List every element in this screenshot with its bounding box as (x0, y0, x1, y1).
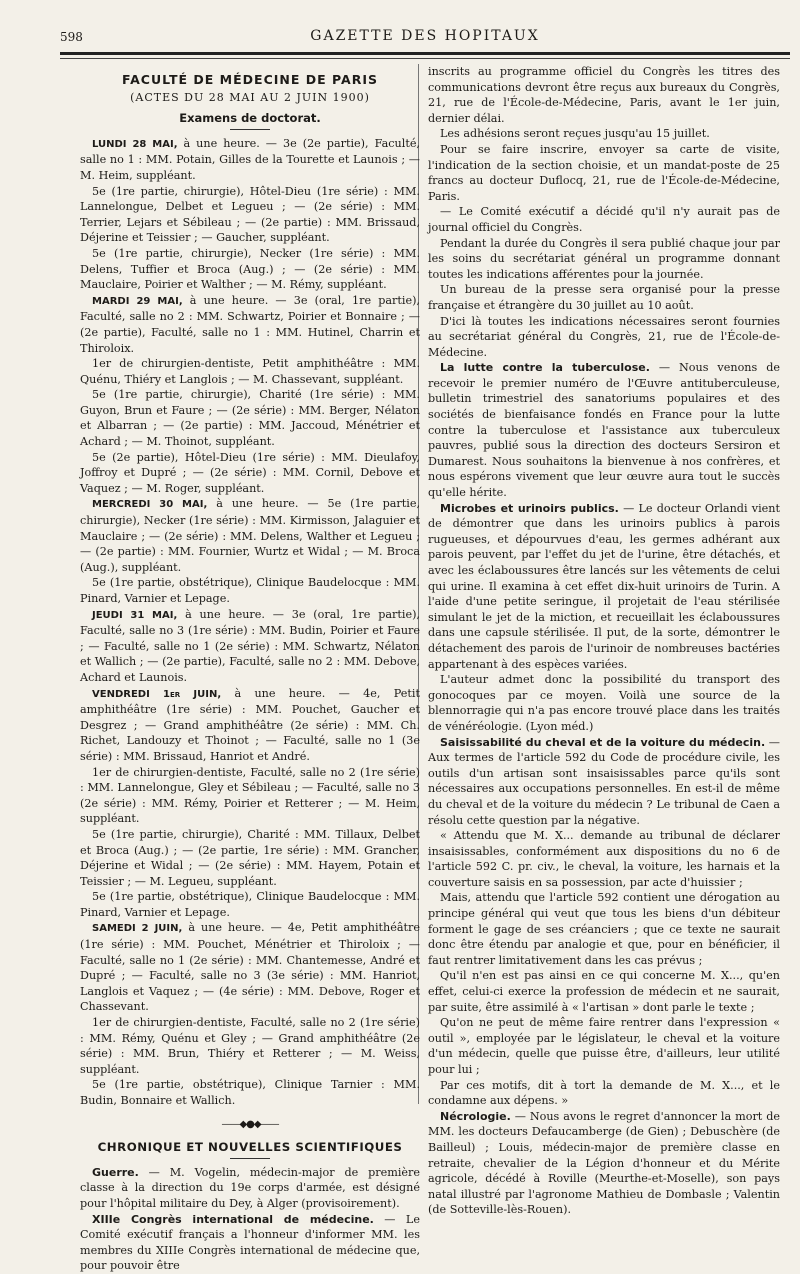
paragraph (428, 828, 780, 890)
paragraph (80, 450, 420, 497)
paragraph-text: Qu'il n'en est pas ainsi en ce qui concerne M. X..., qu'en effet, celui-ci exerce la profession de médecin et ne saurait, par suite, être assimilé à « l'artisan » dont parle le texte ; (428, 969, 780, 1014)
paragraph (80, 686, 420, 765)
paragraph-text: — Nous venons de recevoir le premier numéro de l'Œuvre antituberculeuse, bulletin trimestriel des sanatoriums populaires et des sociétés de bienfaisance fondés en France pour la lutte contre la tuberculose et l'assistance aux tuberculeux pauvres, publié sous la direction des docteurs Sersiron et Dumarest. Nous souhaitons la bienvenue à nos confrères, et nous espérons vivement que leur œuvre aura tout le succès qu'elle hérite. (428, 361, 780, 500)
paragraph-lead: JEUDI 31 MAI, (92, 609, 178, 621)
paragraph (80, 1077, 420, 1108)
paragraph-text: à une heure. — 3e (oral, 1re partie), Faculté, salle no 3 (1re série) : MM. Budin, Poirier et Faure ; — Faculté, salle no 1 (2e série) : MM. Schwartz, Nélaton et Wallich ; — (2e partie), Faculté, salle no 2 : MM. Debove, Achard et Launois. (80, 607, 420, 684)
paragraph-text: Qu'on ne peut de même faire rentrer dans l'expression « outil », employée par le législateur, le cheval et la voiture d'un médecin, quelle que puisse être, d'ailleurs, leur utilité pour lui ; (428, 1016, 780, 1076)
paragraph-text: à une heure. — 3e (2e partie), Faculté, salle no 1 : MM. Potain, Gilles de la Tourette et Launois ; — M. Heim, suppléant. (80, 136, 420, 182)
paragraph (428, 142, 780, 204)
paragraph-text: Par ces motifs, dit à tort la demande de M. X..., et le condamne aux dépens. » (428, 1078, 780, 1108)
paragraph (80, 827, 420, 889)
paragraph (80, 293, 420, 356)
journal-title: GAZETTE DES HOPITAUX (310, 28, 540, 44)
paragraph (428, 672, 780, 734)
paragraph-text: — Nous avons le regret d'annoncer la mort de MM. les docteurs Defaucamberge (de Gien) ; Debuschère (de Bailleul) ; Louis, médecin-major de première classe en retraite, chevalier de la Légion d'honneur et du Mérite agricole, décédé à Roville (Meurthe-et-Moselle), son pays natal illustré par l'agronome Mathieu de Dombasle ; Valentin (de Sotteville-lès-Rouen). (428, 1109, 780, 1217)
paragraph-text: inscrits au programme officiel du Congrès les titres des communications devront être reçus aux bureaux du Congrès, 21, rue de l'École-de-Médecine, Paris, avant le 1er juin, dernier délai. (428, 65, 780, 125)
paragraph (428, 314, 780, 361)
paragraph (428, 501, 780, 673)
paragraph-text: 1er de chirurgien-dentiste, Petit amphithéâtre : MM. Quénu, Thiéry et Langlois ; — M. Chassevant, suppléant. (80, 357, 420, 386)
paragraph (428, 1015, 780, 1077)
short-rule-2 (230, 1158, 270, 1159)
paragraph (428, 1078, 780, 1109)
paragraph-text: L'auteur admet donc la possibilité du transport des gonocoques par ce moyen. Voilà une source de la blennorragie qui n'a pas encore trouvé place dans les traités de vénéréologie. (Lyon méd.) (428, 673, 780, 733)
paragraph-text: à une heure. — 5e (1re partie, chirurgie), Necker (1re série) : MM. Kirmisson, Jalaguier et Mauclaire ; — (2e série) : MM. Delens, Walther et Legueu ; — (2e partie) : MM. Fournier, Wurtz et Widal ; — M. Broca (Aug.), suppléant. (80, 497, 420, 574)
paragraph-lead: La lutte contre la tuberculose. (440, 361, 650, 375)
paragraph (428, 204, 780, 235)
faculte-body (80, 136, 420, 1109)
paragraph-text: à une heure. — 3e (oral, 1re partie), Faculté, salle no 2 : MM. Schwartz, Poirier et Bonnaire ; — (2e partie), Faculté, salle no 1 : MM. Hutinel, Charrin et Thiroloix. (80, 293, 420, 355)
ornament-divider: ——◆●◆—— (221, 1118, 279, 1130)
chronique-left-body (80, 1165, 420, 1274)
header-rule-thin (60, 58, 790, 59)
exams-title: Examens de doctorat. (179, 111, 321, 126)
paragraph-lead: SAMEDI 2 JUIN, (92, 923, 183, 935)
paragraph-lead: VENDREDI 1er JUIN, (92, 688, 222, 700)
paragraph-text: — Le docteur Orlandi vient de démontrer que dans les urinoirs publics à parois rugueuses, et dépourvues d'eau, les germes adhérant aux parois peuvent, par l'effet du jet de l'urine, être détachés, et avec les éclaboussures être lancés sur les vêtements de celui qui urine. Il examina à cet effet dix-huit urinoirs de Turin. A l'aide d'une petite seringue, il projetait de l'eau stérilisée simulant le jet de la miction, et recueillait les éclaboussures dans une capsule stérilisée. Il put, de la sorte, démontrer le détachement des parois de l'urinoir de nombreuses bactéries appartenant à des espèces variées. (428, 501, 780, 671)
paragraph-text: 5e (1re partie, obstétrique), Clinique Baudelocque : MM. Pinard, Varnier et Lepage. (80, 576, 420, 605)
paragraph-text: 5e (1re partie, obstétrique), Clinique Tarnier : MM. Budin, Bonnaire et Wallich. (80, 1078, 420, 1107)
paragraph-text: à une heure. — 4e, Petit amphithéâtre (1re série) : MM. Pouchet, Ménétrier et Thiroloix ; — Faculté, salle no 1 (2e série) : MM. Chantemesse, André et Dupré ; — Faculté, salle no 3 (3e série) : MM. Hanriot, Langlois et Vaquez ; — (4e série) : MM. Debove, Roger et Chassevant. (80, 921, 420, 1014)
paragraph (428, 236, 780, 283)
paragraph (428, 64, 780, 126)
paragraph (80, 765, 420, 827)
paragraph-text: 5e (1re partie, chirurgie), Charité (1re série) : MM. Guyon, Brun et Faure ; — (2e série) : MM. Berger, Nélaton et Albarran ; — (2e partie) : MM. Jaccoud, Ménétrier et Achard ; — M. Thoinot, suppléant. (80, 388, 420, 449)
paragraph (80, 1015, 420, 1077)
paragraph-lead: MARDI 29 MAI, (92, 295, 183, 307)
paragraph (428, 968, 780, 1015)
paragraph-text: D'ici là toutes les indications nécessaires seront fournies au secrétariat général du Congrès, 21, rue de l'École-de-Médecine. (428, 314, 780, 359)
paragraph-text: — Aux termes de l'article 592 du Code de procédure civile, les outils d'un artisan sont insaisissables parce qu'ils sont nécessaires aux occupations personnelles. En est-il de même du cheval et de la voiture du médecin ? Le tribunal de Caen a résolu cette question par la négative. (428, 735, 780, 827)
paragraph-text: 5e (1re partie, chirurgie), Charité : MM. Tillaux, Delbet et Broca (Aug.) ; — (2e partie, 1re série) : MM. Grancher, Déjerine et Widal ; — (2e série) : MM. Hayem, Potain et Teissier ; — M. Legueu, suppléant. (80, 827, 420, 888)
paragraph-lead: Microbes et urinoirs publics. (440, 501, 619, 515)
paragraph (428, 735, 780, 829)
paragraph (80, 920, 420, 1015)
paragraph (80, 607, 420, 686)
short-rule (230, 129, 270, 130)
paragraph-text: 1er de chirurgien-dentiste, Faculté, salle no 2 (1re série) : MM. Lannelongue, Gley et Sébileau ; — Faculté, salle no 3 (2e série) : MM. Rémy, Poirier et Retterer ; — M. Heim, suppléant. (80, 765, 420, 826)
paragraph-text: 5e (1re partie, obstétrique), Clinique Baudelocque : MM. Pinard, Varnier et Lepage. (80, 890, 420, 919)
paragraph (80, 496, 420, 575)
chronique-right-body (428, 64, 780, 1218)
paragraph (80, 575, 420, 606)
paragraph-text: Un bureau de la presse sera organisé pour la presse française et étrangère du 30 juillet au 10 août. (428, 283, 780, 312)
paragraph-lead: Nécrologie. (440, 1109, 511, 1123)
faculte-subtitle: (ACTES DU 28 MAI AU 2 JUIN 1900) (130, 90, 370, 104)
paragraph (428, 282, 780, 313)
left-column (80, 70, 420, 1274)
paragraph (428, 1109, 780, 1218)
paragraph-text: — Le Comité exécutif français a l'honneur d'informer MM. les membres du XIIIe Congrès international de médecine que, pour pouvoir être (80, 1212, 420, 1273)
paragraph-lead: LUNDI 28 MAI, (92, 138, 178, 150)
paragraph-text: « Attendu que M. X... demande au tribunal de déclarer insaisissables, conformément aux dispositions du no 6 de l'article 592 C. pr. civ., le cheval, la voiture, les harnais et la couverture saisis en sa possession, par acte d'huissier ; (428, 829, 780, 889)
paragraph-text: à une heure. — 4e, Petit amphithéâtre (1re série) : MM. Pouchet, Gaucher et Desgrez ; — Grand amphithéâtre (2e série) : MM. Ch. Richet, Landouzy et Thoinot ; — Faculté, salle no 1 (3e série) : MM. Brissaud, Hanriot et André. (80, 686, 420, 763)
paragraph-text: Pour se faire inscrire, envoyer sa carte de visite, l'indication de la section choisie, et un mandat-poste de 25 francs au docteur Duflocq, 21, rue de l'École-de-Médecine, Paris. (428, 142, 780, 203)
paragraph-text: 5e (1re partie, chirurgie), Hôtel-Dieu (1re série) : MM. Lannelongue, Delbet et Legueu ; — (2e série) : MM. Terrier, Lejars et Sébileau ; — (2e partie) : MM. Brissaud, Déjerine et Teissier ; — Gaucher, suppléant. (80, 184, 420, 245)
header-rule-thick (60, 52, 790, 55)
paragraph (80, 184, 420, 246)
paragraph-text: 1er de chirurgien-dentiste, Faculté, salle no 2 (1re série) : MM. Rémy, Quénu et Gley ; — Grand amphithéâtre (2e série) : MM. Brun, Thiéry et Retterer ; — M. Weiss, suppléant. (80, 1016, 420, 1076)
paragraph (80, 246, 420, 293)
paragraph-text: 5e (2e partie), Hôtel-Dieu (1re série) : MM. Dieulafoy, Joffroy et Dupré ; — (2e série) : MM. Cornil, Debove et Vaquez ; — M. Roger, suppléant. (80, 450, 420, 495)
paragraph-text: Les adhésions seront reçues jusqu'au 15 juillet. (440, 127, 710, 141)
paragraph (428, 126, 780, 142)
paragraph (80, 387, 420, 449)
paragraph-text: — M. Vogelin, médecin-major de première classe à la direction du 19e corps d'armée, est désigné pour l'hôpital militaire du Dey, à Alger (provisoirement). (80, 1165, 420, 1210)
paragraph-text: 5e (1re partie, chirurgie), Necker (1re série) : MM. Delens, Tuffier et Broca (Aug.) ; — (2e série) : MM. Mauclaire, Poirier et Walther ; — M. Rémy, suppléant. (80, 246, 420, 292)
paragraph-lead: Guerre. (92, 1165, 139, 1179)
paragraph-lead: Saisissabilité du cheval et de la voiture du médecin. (440, 735, 766, 749)
paragraph (80, 136, 420, 184)
page-number: 598 (60, 30, 83, 44)
paragraph-lead: MERCREDI 30 MAI, (92, 499, 208, 511)
paragraph-text: Pendant la durée du Congrès il sera publié chaque jour par les soins du secrétariat général un programme donnant toutes les indications afférentes pour la journée. (428, 236, 780, 281)
right-column (428, 64, 780, 1218)
paragraph-lead: XIIIe Congrès international de médecine. (92, 1212, 374, 1226)
paragraph (80, 1165, 420, 1212)
paragraph (80, 1212, 420, 1274)
chronique-title: CHRONIQUE ET NOUVELLES SCIENTIFIQUES (97, 1140, 403, 1155)
paragraph (80, 889, 420, 920)
page-header (60, 26, 790, 48)
paragraph (428, 890, 780, 968)
paragraph (80, 356, 420, 387)
paragraph-text: — Le Comité exécutif a décidé qu'il n'y aurait pas de journal officiel du Congrès. (428, 205, 780, 234)
paragraph (428, 360, 780, 500)
faculte-title: FACULTÉ DE MÉDECINE DE PARIS (122, 72, 378, 87)
paragraph-text: Mais, attendu que l'article 592 contient une dérogation au principe général qui veut que tous les biens d'un débiteur forment le gage de ses créanciers ; que ce texte ne saurait donc être étendu par analogie et que, pour en bénéficier, il faut rentrer limitativement dans les cas prévus ; (428, 891, 780, 967)
